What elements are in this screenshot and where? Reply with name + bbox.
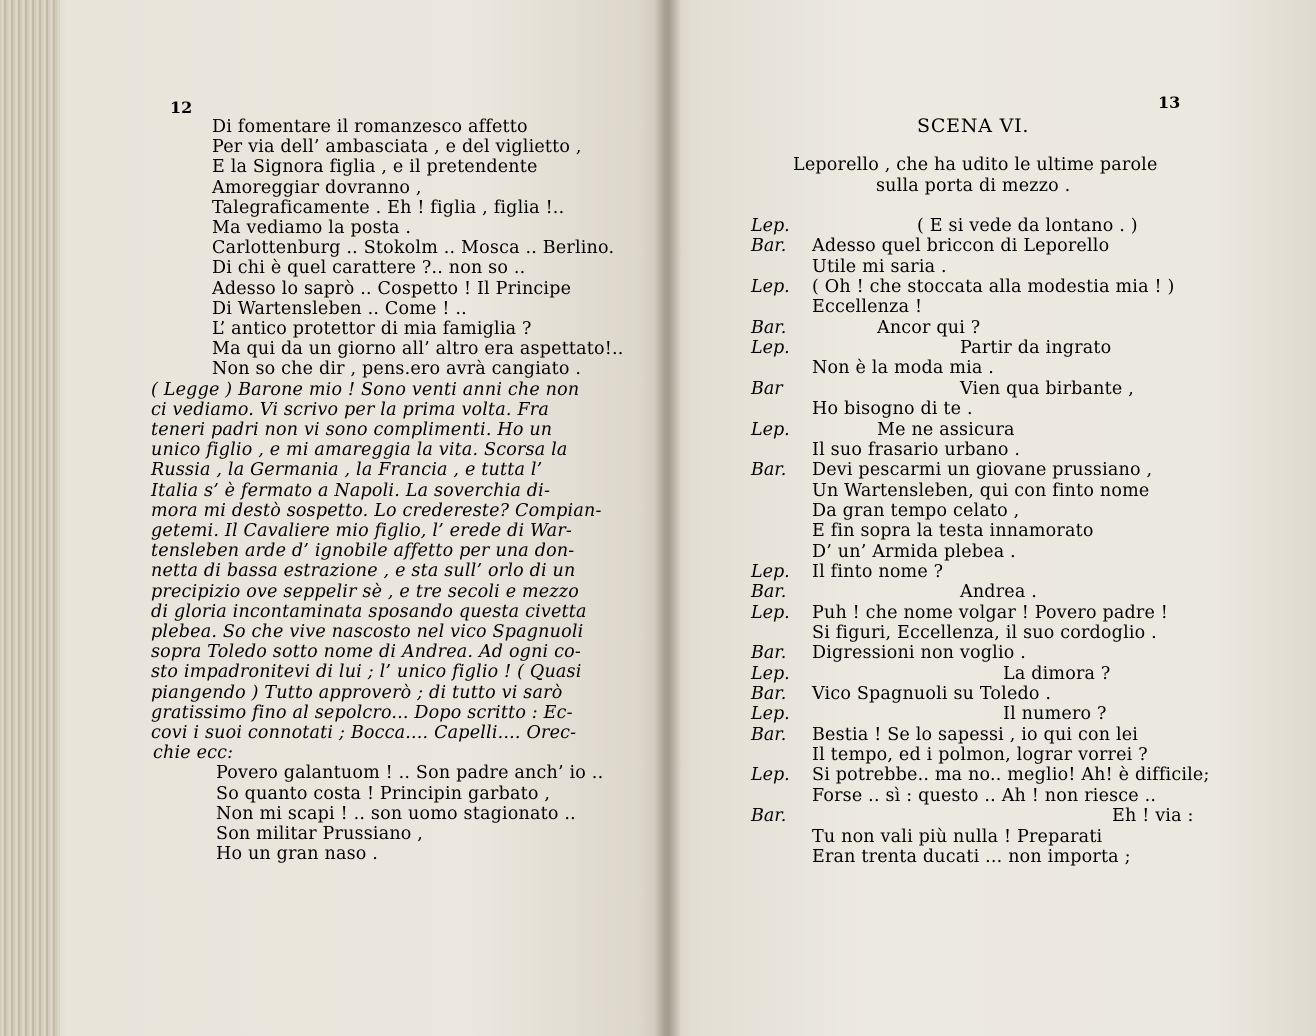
verse-line: Non so che dir , pens.ero avrà cangiato . <box>212 359 582 380</box>
dialogue-line: Andrea . <box>960 582 1037 603</box>
speaker-label: Lep. <box>751 216 790 236</box>
verse-line: E la Signora figlia , e il pretendente <box>212 157 538 178</box>
letter-line: Russia , la Germania , la Francia , e tutta l’ <box>151 460 543 481</box>
dialogue-line: Eran trenta ducati ... non importa ; <box>812 846 1131 867</box>
speaker-label: Lep. <box>751 663 790 684</box>
letter-line: piangendo ) Tutto approverò ; di tutto vi sarò <box>151 682 563 703</box>
speaker-label: Bar. <box>751 806 787 827</box>
dialogue-line: Si figuri, Eccellenza, il suo cordoglio . <box>812 623 1157 643</box>
speaker-label: Lep. <box>751 602 790 623</box>
dialogue-line: Tu non vali più nulla ! Preparati <box>812 826 1103 847</box>
verse-line: Talegraficamente . Eh ! figlia , figlia !.. <box>212 197 565 218</box>
dialogue-line: Utile mi saria . <box>812 256 947 277</box>
verse-line: Son militar Prussiano , <box>216 824 424 844</box>
dialogue-line: Me ne assicura <box>877 419 1015 440</box>
letter-line: chie ecc: <box>153 743 234 764</box>
speaker-label: Bar. <box>751 643 787 664</box>
letter-line: getemi. Il Cavaliere mio figlio, l’ erede di War- <box>151 521 572 541</box>
letter-line: sopra Toledo sotto nome di Andrea. Ad ogni co- <box>151 642 581 663</box>
dialogue-line: Ancor qui ? <box>877 317 981 338</box>
dialogue-line: Digressioni non voglio . <box>812 643 1026 664</box>
letter-line: ci vediamo. Vi scrivo per la prima volta. Fra <box>151 399 549 420</box>
verse-line: Ho un gran naso . <box>216 844 379 865</box>
page-edges <box>0 0 60 1036</box>
stage-direction-line: sulla porta di mezzo . <box>876 176 1071 196</box>
verse-line: Per via dell’ ambasciata , e del viglietto , <box>212 137 582 158</box>
dialogue-line: Un Wartensleben, qui con finto nome <box>812 480 1150 501</box>
speaker-label: Lep. <box>751 765 790 786</box>
letter-line: netta di bassa estrazione , e sta sull’ orlo di un <box>151 561 576 582</box>
verse-line: Povero galantuom ! .. Son padre anch’ io .. <box>216 763 604 784</box>
dialogue-line: Bestia ! Se lo sapessi , io qui con lei <box>812 724 1139 745</box>
dialogue-line: Eccellenza ! <box>812 297 923 318</box>
letter-line: di gloria incontaminata sposando questa civetta <box>151 601 587 622</box>
letter-line: teneri padri non vi sono complimenti. Ho un <box>151 420 553 440</box>
letter-line: sto impadronitevi di lui ; l’ unico figlio ! ( Quasi <box>151 662 582 683</box>
dialogue-line: Devi pescarmi un giovane prussiano , <box>812 460 1153 481</box>
speaker-label: Bar. <box>751 236 787 257</box>
verse-line: Ma qui da un giorno all’ altro era aspettato!.. <box>212 339 624 360</box>
speaker-label: Bar. <box>751 582 787 603</box>
dialogue-line: La dimora ? <box>1003 663 1111 684</box>
verse-line: Non mi scapi ! .. son uomo stagionato .. <box>216 803 576 824</box>
dialogue-line: Vico Spagnuoli su Toledo . <box>812 684 1052 705</box>
dialogue-line: Il tempo, ed i polmon, lograr vorrei ? <box>812 745 1148 766</box>
left-page-number: 12 <box>170 98 193 117</box>
dialogue-line: Partir da ingrato <box>960 338 1112 359</box>
speaker-label: Lep. <box>751 277 790 298</box>
letter-line: covi i suoi connotati ; Bocca.... Capelli.... Orec- <box>151 723 577 743</box>
speaker-label: Lep. <box>751 338 790 359</box>
book-gutter <box>655 0 681 1036</box>
dialogue-line: Il numero ? <box>1003 704 1107 725</box>
verse-line: Di Wartensleben .. Come ! .. <box>212 298 467 319</box>
speaker-label: Bar <box>751 378 783 399</box>
scene-title: SCENA VI. <box>917 115 1030 137</box>
verse-line: Amoreggiar dovranno , <box>212 177 422 198</box>
speaker-label: Bar. <box>751 317 787 338</box>
verse-line: So quanto costa ! Principin garbato , <box>216 783 551 804</box>
dialogue-line: Adesso quel briccon di Leporello <box>812 236 1110 257</box>
speaker-label: Bar. <box>751 684 787 705</box>
letter-line: gratissimo fino al sepolcro... Dopo scritto : Ec- <box>151 702 573 723</box>
speaker-label: Bar. <box>751 724 787 745</box>
verse-line: L’ antico protettor di mia famiglia ? <box>212 319 532 339</box>
right-page-number: 13 <box>1158 93 1181 112</box>
dialogue-line: Puh ! che nome volgar ! Povero padre ! <box>812 602 1169 623</box>
dialogue-line: ( E si vede da lontano . ) <box>917 216 1138 236</box>
speaker-label: Lep. <box>751 704 790 725</box>
dialogue-line: Ho bisogno di te . <box>812 399 973 420</box>
speaker-label: Lep. <box>751 561 790 582</box>
verse-line: Ma vediamo la posta . <box>212 218 412 238</box>
dialogue-line: D’ un’ Armida plebea . <box>812 541 1016 562</box>
stage-direction-line: Leporello , che ha udito le ultime parole <box>793 155 1158 175</box>
letter-line: precipizio ove seppelir sè , e tre secoli e mezzo <box>151 581 579 602</box>
speaker-label: Lep. <box>751 419 790 440</box>
dialogue-line: Da gran tempo celato , <box>812 500 1020 521</box>
letter-line: ( Legge ) Barone mio ! Sono venti anni che non <box>151 379 580 400</box>
verse-line: Di chi è quel carattere ?.. non so .. <box>212 258 526 279</box>
verse-line: Carlottenburg .. Stokolm .. Mosca .. Berlino. <box>212 238 615 259</box>
letter-line: plebea. So che vive nascosto nel vico Spagnuoli <box>151 622 584 642</box>
letter-line: unico figlio , e mi amareggia la vita. Scorsa la <box>151 440 568 461</box>
verse-line: Di fomentare il romanzesco affetto <box>212 117 528 137</box>
speaker-label: Bar. <box>751 460 787 481</box>
letter-line: Italia s’ è fermato a Napoli. La soverchia di- <box>151 480 551 501</box>
letter-line: tensleben arde d’ ignobile affetto per una don- <box>151 541 575 562</box>
dialogue-line: Si potrebbe.. ma no.. meglio! Ah! è difficile; <box>812 765 1210 786</box>
verse-line: Adesso lo saprò .. Cospetto ! Il Principe <box>212 278 572 299</box>
dialogue-line: E fin sopra la testa innamorato <box>812 521 1094 542</box>
dialogue-line: Eh ! via : <box>1112 806 1194 827</box>
letter-line: mora mi destò sospetto. Lo credereste? Compian- <box>151 500 602 521</box>
dialogue-line: Il finto nome ? <box>812 561 944 582</box>
dialogue-line: Il suo frasario urbano . <box>812 439 1021 460</box>
dialogue-line: Forse .. sì : questo .. Ah ! non riesce .. <box>812 785 1157 806</box>
dialogue-line: Non è la moda mia . <box>812 358 995 379</box>
dialogue-line: ( Oh ! che stoccata alla modestia mia ! ) <box>812 277 1175 298</box>
dialogue-line: Vien qua birbante , <box>960 378 1134 399</box>
